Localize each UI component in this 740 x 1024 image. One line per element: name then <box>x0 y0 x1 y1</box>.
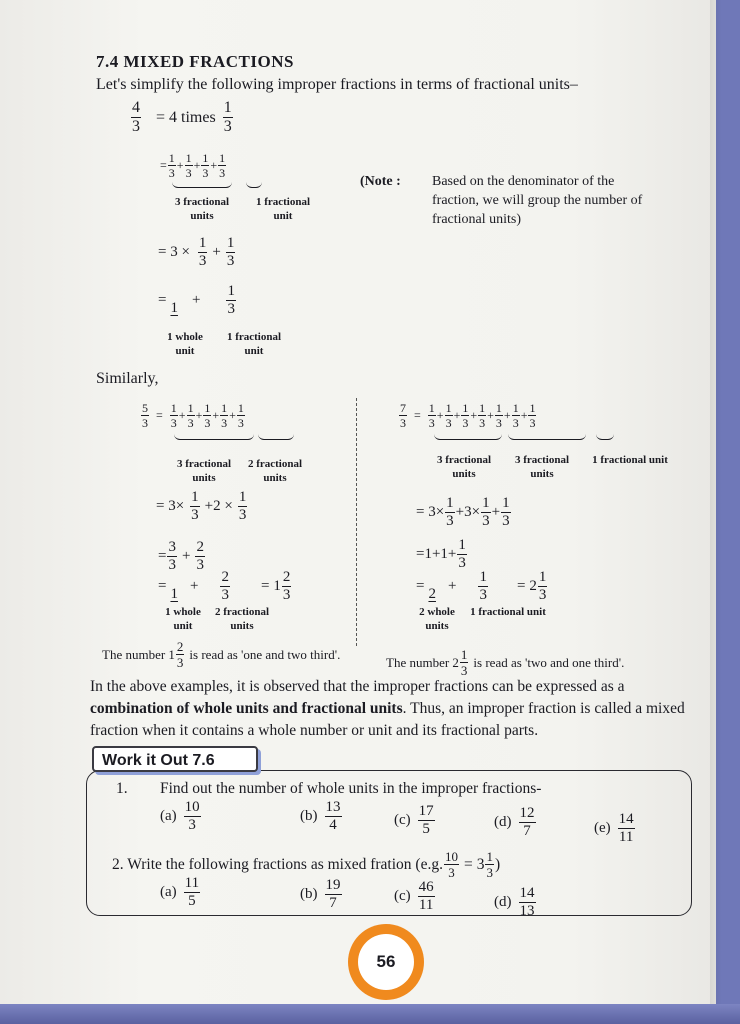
ex1-note-label: (Note : <box>360 174 401 189</box>
ex3-brace-b <box>508 434 586 440</box>
ex1-expanded-sum: = $\frac{1}{3}$ + $\frac{1}{3}$ + $\frac{1}{3}$ + $\frac{1}{3}$ <box>160 151 226 180</box>
ex1-brace-left <box>172 182 232 188</box>
ex3-label-c: 1 fractional unit <box>592 454 668 466</box>
section-title: 7.4 MIXED FRACTIONS <box>96 52 294 71</box>
ex3-lhs-fraction: $\frac{7}{3}$ <box>400 401 406 430</box>
ex1-step3: = 3 × $\frac{1}{3}$ + $\frac{1}{3}$ <box>158 235 235 269</box>
ex3-expanded: $\frac{7}{3}$ = $\frac{1}{3}$ + $\frac{1}{3}$ + $\frac{1}{3}$ + $\frac{1}{3}$ + $\frac{1}{3}$ + $\frac{1}{3}$ + $\frac{1}{3}$ <box>400 401 536 430</box>
ex3-step-sum: =1+1+ $\frac{1}{3}$ <box>416 537 466 571</box>
ex2-read-as: The number 1 $\frac{2}{3}$ is read as 'one and two third'. <box>102 639 341 670</box>
ex2-step-mixed: = 1 + $\frac{2}{3}$ = 1 $\frac{2}{3}$ <box>158 569 291 603</box>
ex1-brace-right <box>246 182 262 188</box>
page-number-badge <box>348 924 424 1000</box>
ex3-step-times: = 3× $\frac{1}{3}$ +3× $\frac{1}{3}$ + $\frac{1}{3}$ <box>416 495 510 529</box>
ex2-brace-left <box>174 434 254 440</box>
ex2-label-right: 2 fractional units <box>247 458 303 484</box>
q2-item-c: (c) $\frac{46}{11}$ <box>394 879 434 913</box>
ex1-step4: = 1 + $\frac{1}{3}$ <box>158 283 235 317</box>
ex3-frac-label: 1 fractional unit <box>470 606 546 618</box>
ex1-times-text: = 4 times <box>156 108 216 126</box>
ex1-label-3-fractional: 3 fractional units <box>174 196 230 222</box>
ex2-lhs-fraction: $\frac{5}{3}$ <box>142 401 148 430</box>
q1-item-d: (d) $\frac{12}{7}$ <box>494 805 535 839</box>
ex1-lhs-fraction: $\frac{4}{3}$ <box>132 99 140 135</box>
ex1-note-line2: fraction, we will group the number of <box>432 193 643 208</box>
ex3-whole-label: 2 whole units <box>419 606 455 632</box>
ex1-note-line1: Based on the denominator of the <box>432 174 615 189</box>
ex1-line1 <box>130 100 234 135</box>
ex2-step-times: = 3× $\frac{1}{3}$ +2 × $\frac{1}{3}$ <box>156 489 247 523</box>
ex3-read-as: The number 2 $\frac{1}{3}$ is read as 'two and one third'. <box>386 647 625 678</box>
ex2-frac-label: 2 fractional units <box>214 606 270 632</box>
summary-paragraph: In the above examples, it is observed that the improper fractions can be expressed as a combination of whole units and fractional units. Thus, an improper fraction is called a mixed fraction when it contains a whole number or unit and its fractional parts. <box>90 678 685 739</box>
q2-item-a: (a) $\frac{11}{5}$ <box>160 875 200 909</box>
q2-text: 2. Write the following fractions as mixed fration (e.g. $\frac{10}{3}$ = 3 $\frac{1}{3}$ ) <box>112 849 501 880</box>
similarly-label: Similarly, <box>96 370 159 387</box>
ex1-unit-fraction: $\frac{1}{3}$ <box>223 99 232 135</box>
q2-item-b: (b) $\frac{19}{7}$ <box>300 877 341 911</box>
ex2-expanded: $\frac{5}{3}$ = $\frac{1}{3}$ + $\frac{1}{3}$ + $\frac{1}{3}$ + $\frac{1}{3}$ + $\frac{1}{3}$ <box>142 401 244 430</box>
page-edge-band <box>0 1004 740 1024</box>
ex1-label-1-fractional: 1 fractional unit <box>255 196 311 222</box>
ex2-brace-right <box>258 434 294 440</box>
work-it-out-title: Work it Out 7.6 <box>92 746 258 772</box>
ex2-label-left: 3 fractional units <box>176 458 232 484</box>
q1-item-c: (c) $\frac{17}{5}$ <box>394 803 434 837</box>
ex2-step-sum: = $\frac{3}{3}$ + $\frac{2}{3}$ <box>158 539 204 573</box>
ex2-whole-label: 1 whole unit <box>165 606 201 632</box>
q1-text: Find out the number of whole units in the improper fractions- <box>160 780 542 797</box>
intro-text: Let's simplify the following improper fractions in terms of fractional units– <box>96 76 578 93</box>
q1-item-e: (e) $\frac{14}{11}$ <box>594 811 634 845</box>
ex3-label-a: 3 fractional units <box>436 454 492 480</box>
q1-item-a: (a) $\frac{10}{3}$ <box>160 799 200 833</box>
q1-number: 1. <box>116 780 128 797</box>
ex3-brace-a <box>434 434 502 440</box>
q1-item-b: (b) $\frac{13}{4}$ <box>300 799 341 833</box>
ex1-note-line3: fractional units) <box>432 212 522 227</box>
ex1-whole-label: 1 whole unit <box>167 331 203 357</box>
ex3-step-mixed: = 2 + $\frac{1}{3}$ = 2 $\frac{1}{3}$ <box>416 569 547 603</box>
ex3-brace-c <box>596 434 614 440</box>
page-number: 56 <box>358 934 414 990</box>
column-divider <box>356 398 357 646</box>
ex1-frac-label: 1 fractional unit <box>226 331 282 357</box>
q2-item-d: (d) $\frac{14}{13}$ <box>494 885 535 919</box>
ex3-label-b: 3 fractional units <box>514 454 570 480</box>
